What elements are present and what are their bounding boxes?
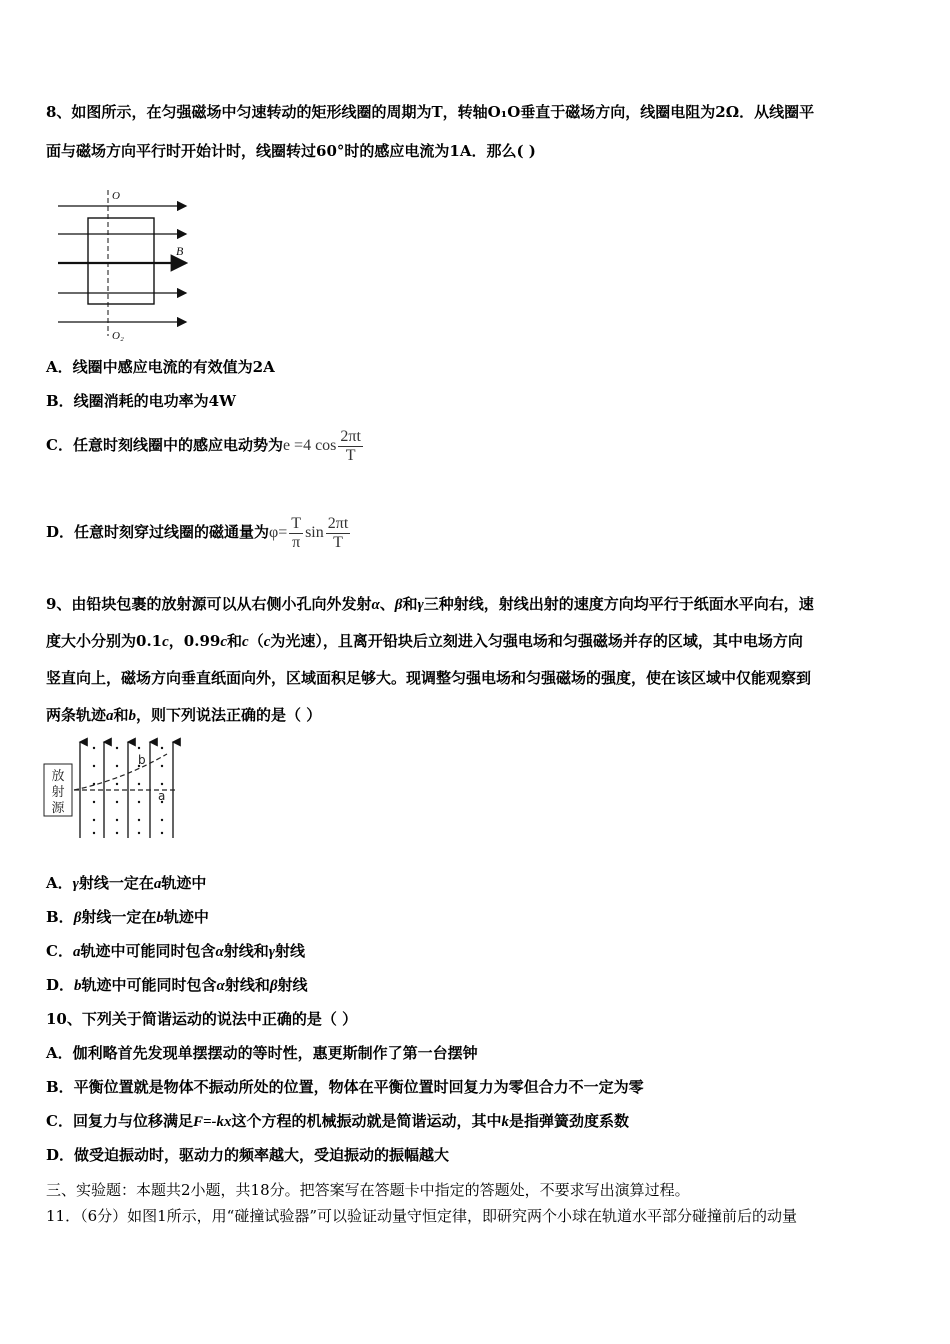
formula-denominator: T	[345, 446, 356, 464]
field-label: B	[176, 244, 184, 258]
q9-option-a: A．γ射线一定在a轨迹中	[46, 874, 207, 892]
q9-option-c: C．a轨迹中可能同时包含α射线和γ射线	[46, 942, 306, 960]
trajectory-a-label: a	[158, 789, 166, 803]
q10-option-a: A．伽利略首先发现单摆摆动的等时性，惠更斯制作了第一台摆钟	[46, 1044, 478, 1062]
formula-numerator: 2πt	[340, 427, 361, 445]
formula-denominator-1: π	[292, 533, 301, 551]
q10-option-c: C．回复力与位移满足F=-kx这个方程的机械振动就是简谐运动，其中k是指弹簧劲度系数	[46, 1112, 630, 1130]
coil-rectangle	[88, 218, 154, 304]
q8-coil-figure	[56, 186, 216, 342]
trajectory-b	[74, 754, 167, 790]
q8-option-c	[46, 424, 365, 467]
q8-stem-line1: 8、如图所示，在匀强磁场中匀速转动的矩形线圈的周期为T，转轴O₁O垂直于磁场方向，线圈电阻为2Ω．从线圈平	[46, 103, 815, 121]
formula-sin: sin	[305, 524, 324, 541]
q10-option-d: D．做受迫振动时，驱动力的频率越大，受迫振动的振幅越大	[46, 1146, 450, 1164]
source-label-char: 射	[51, 785, 65, 800]
q8-option-d	[46, 511, 352, 554]
formula-numerator-2: 2πt	[327, 514, 349, 532]
source-label-char: 放	[51, 769, 65, 784]
q9-stem-line1: 9、由铅块包裹的放射源可以从右侧小孔向外发射α、β和γ三种射线，射线出射的速度方向均平行于纸面水平向右，速	[46, 595, 814, 613]
q9-option-b: B．β射线一定在b轨迹中	[46, 908, 209, 926]
q10-option-b: B．平衡位置就是物体不振动所处的位置，物体在平衡位置时回复力为零但合力不一定为零	[46, 1078, 644, 1096]
formula-lhs: e =4 cos	[282, 437, 337, 454]
trajectory-b-label: b	[138, 753, 146, 767]
q9-stem-line4: 两条轨迹a和b，则下列说法正确的是（ ）	[46, 706, 322, 724]
q9-stem-line2: 度大小分别为0.1c，0.99c和c（c为光速），且离开铅块后立刻进入匀强电场和匀强磁场并存的区域，其中电场方向	[46, 632, 803, 650]
formula-numerator-1: T	[291, 514, 302, 532]
q10-stem: 10、下列关于简谐运动的说法中正确的是（ ）	[46, 1010, 358, 1028]
q9-stem-line3: 竖直向上，磁场方向垂直纸面向外，区域面积足够大。现调整匀强电场和匀强磁场的强度，使在该区域中仅能观察到	[46, 669, 812, 687]
q8-option-b: B．线圈消耗的电功率为4W	[46, 392, 236, 410]
formula-denominator-2: T	[333, 533, 343, 551]
q9-option-d: D．b轨迹中可能同时包含α射线和β射线	[46, 976, 308, 994]
axis-label-bottom: O₂	[112, 330, 124, 342]
q9-radiation-figure	[42, 736, 184, 840]
q8-option-a: A．线圈中感应电流的有效值为2A	[46, 358, 275, 376]
section-3-header: 三、实验题：本题共2小题，共18分。把答案写在答题卡中指定的答题处，不要求写出演算过程。	[46, 1181, 690, 1199]
axis-label-top: O	[112, 190, 120, 202]
q11-stem: 11．（6分）如图1所示，用“碰撞试验器”可以验证动量守恒定律，即研究两个小球在轨道水平部分碰撞前后的动量	[46, 1207, 798, 1225]
source-label-char: 源	[51, 801, 65, 816]
q8-option-d-text: D．任意时刻穿过线圈的磁通量为	[46, 523, 270, 541]
q8-stem-line2: 面与磁场方向平行时开始计时，线圈转过60°时的感应电流为1A．那么( )	[46, 142, 536, 160]
q8-option-c-text: C．任意时刻线圈中的感应电动势为	[46, 436, 283, 454]
formula-lhs: φ=	[269, 524, 288, 541]
